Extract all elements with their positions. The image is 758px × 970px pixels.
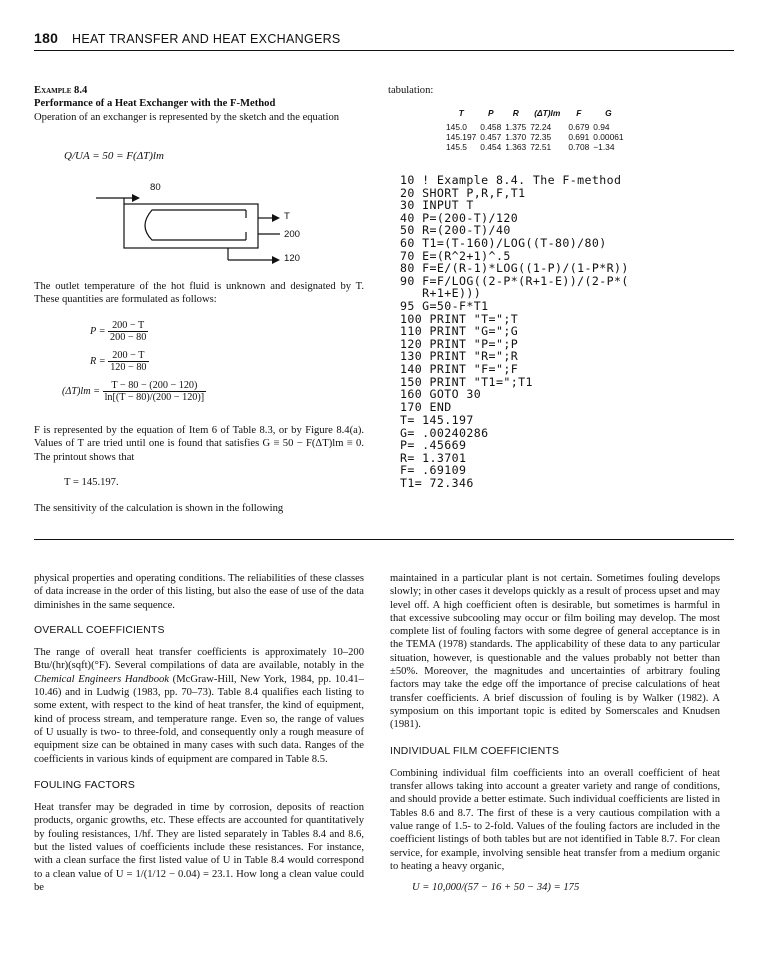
left-para-1: physical properties and operating conditions. The reliabilities of these classes of data increase in the order of this listing, but also the ease of use of the data diminishes in the same sequence.: [34, 573, 364, 611]
program-listing: 10 ! Example 8.4. The F-method 20 SHORT P,R,F,T1 30 INPUT T 40 P=(200-T)/120 50 R=(200-T)/40 60 T1=(T-160)/LOG((T-80)/80) 70 E=(R^2+1)^.5 80 F=E/(R-1)*LOG((1-P)/(1-P*R)) 90 F=F/LOG((2-P*(R+1-E))/(2-P*( R+1+E))) 95 G=50-F*T1 100 PRINT "T=";T 110 PRINT "G=";G 120 PRINT "P=";P 130 PRINT "R=";R 140 PRINT "F=";F 150 PRINT "T1=";T1 160 GOTO 30 170 END: [400, 173, 629, 414]
table-row: [444, 122, 626, 132]
col-header-R: R: [512, 108, 519, 118]
example-label: Example 8.4: [34, 85, 88, 96]
equation-R-lhs: R =: [90, 355, 106, 367]
example-left-column: [34, 84, 364, 124]
heading-overall-coefficients: OVERALL COEFFICIENTS: [34, 624, 165, 636]
program-output: T= 145.197 G= .00240286 P= .45669 R= 1.3701 F= .69109 T1= 72.346: [400, 413, 489, 490]
table-cell: 0.708: [568, 142, 590, 153]
equation-P-fraction: [108, 320, 148, 343]
equation-R: [90, 350, 149, 373]
table-cell: 1.370: [505, 132, 527, 143]
table-cell: −1.34: [593, 142, 615, 153]
example-intro: Operation of an exchanger is represented by the sketch and the equation: [34, 111, 340, 123]
f-text-block: [34, 424, 364, 464]
table-cell: 145.5: [446, 142, 467, 153]
equation-R-fraction: [108, 350, 148, 373]
sensitivity-text: The sensitivity of the calculation is shown in the following: [34, 503, 284, 514]
left-para-3: Heat transfer may be degraded in time by corrosion, deposits of reaction products, organic growths, etc. These effects are accounted for quantitatively by fouling resistances, 1/hf. They are listed separately in Tables 8.4 and 8.6, but the listed values of coefficients include these resistances. For instance, with a clean surface the first listed value of U in Table 8.4 would correspond to a clean value of U = 1/(1/12 − 0.04) = 23.1. How long a clean value could be: [34, 802, 364, 893]
equation-dT-lhs: (ΔT)lm =: [62, 385, 101, 397]
page-number: 180: [34, 30, 59, 46]
equation-R-numerator: 200 − T: [108, 350, 148, 362]
main-equation: Q/UA = 50 = F(ΔT)lm: [64, 150, 164, 162]
table-cell: 145.0: [446, 122, 467, 132]
left-para-2-b: (McGraw-Hill, New York, 1984, pp. 10.41–10.46) and in Ludwig (1983, pp. 70–73). Table 8.4 qualifies each listing to some extent, with respect to the kind of heat transfer, the kind of equipment, kind of process stream, and temperature range. Even so, the range of values of U usually is two- to three-fold, and consequently only a rough measure of equipment size can be obtained in many cases with such data. Ranges of the coefficients in various kinds of equipment are compared in Table 8.5.: [34, 673, 364, 765]
left-para-2: [34, 646, 364, 766]
table-cell: 145.197: [446, 132, 477, 143]
exchanger-sketch: [96, 180, 316, 270]
header-rule: [34, 50, 734, 51]
equation-dT: [62, 380, 206, 403]
col-header-P: P: [487, 108, 494, 118]
t-result: T = 145.197.: [64, 477, 119, 488]
left-para-2-italic: Chemical Engineers Handbook: [34, 673, 170, 685]
equation-dT-numerator: T − 80 − (200 − 120): [103, 380, 207, 392]
table-cell: 72.24: [530, 122, 552, 132]
body-left-column: [34, 572, 364, 894]
sensitivity-block: [34, 502, 364, 515]
final-equation: U = 10,000/(57 − 16 + 50 − 34) = 175: [412, 882, 580, 894]
equation-P-denominator: 200 − 80: [110, 332, 147, 343]
sketch-label-200: 200: [284, 229, 301, 240]
table-cell: 0.691: [568, 132, 590, 143]
table-row: [444, 142, 626, 152]
equation-dT-fraction: [103, 380, 207, 403]
outlet-text-block: [34, 280, 364, 307]
body-right-column: [390, 572, 720, 895]
running-title: HEAT TRANSFER AND HEAT EXCHANGERS: [72, 32, 341, 46]
equation-dT-denominator: ln[(T − 80)/(200 − 120)]: [104, 392, 205, 403]
table-cell: 72.35: [530, 132, 552, 143]
sketch-label-80: 80: [150, 182, 161, 193]
example-end-rule: [34, 539, 734, 540]
table-cell: 1.375: [505, 122, 527, 132]
col-header-F: F: [576, 108, 582, 118]
tabulation-header-row: [444, 108, 626, 122]
equation-P: [90, 320, 148, 343]
table-cell: 1.363: [505, 142, 527, 153]
col-header-G: G: [605, 108, 612, 118]
table-row: [444, 132, 626, 142]
example-title: Performance of a Heat Exchanger with the F-Method: [34, 98, 276, 110]
equation-R-denominator: 120 − 80: [110, 362, 147, 373]
outlet-text: The outlet temperature of the hot fluid is unknown and designated by T. These quantities are formulated as follows:: [34, 281, 364, 306]
equation-P-lhs: P =: [90, 325, 106, 337]
col-header-dT: (ΔT)lm: [534, 108, 561, 118]
heading-individual-film-coefficients: INDIVIDUAL FILM COEFFICIENTS: [390, 745, 560, 757]
table-cell: 0.00061: [593, 132, 624, 143]
sketch-label-120: 120: [284, 253, 301, 264]
col-header-T: T: [458, 108, 464, 118]
f-text: F is represented by the equation of Item 6 of Table 8.3, or by Figure 8.4(a). Values of T are tried until one is found that satisfies G ≡ 50 − F(ΔT)lm ≡ 0. The printout shows that: [34, 425, 364, 463]
table-cell: 0.457: [480, 132, 502, 143]
page-header: [34, 30, 734, 46]
tabulation-intro: tabulation:: [388, 85, 434, 96]
tabulation-table: [444, 108, 626, 153]
table-cell: 0.454: [480, 142, 502, 153]
table-cell: 0.94: [593, 122, 610, 132]
equation-P-numerator: 200 − T: [108, 320, 148, 332]
table-cell: 72.51: [530, 142, 552, 153]
table-cell: 0.679: [568, 122, 590, 132]
heading-fouling-factors: FOULING FACTORS: [34, 779, 135, 791]
right-para-2: Combining individual film coefficients into an overall coefficient of heat transfer allows taking into account a greater variety and range of conditions, and should provide a better estimate. Such individual coefficients are listed in Tables 8.6 and 8.7. The first of these is a very cautious compilation with a value range of 1.5- to 2-fold. Values of the fouling factors are included in the coefficient listings of both tables but are not identified in Table 8.7. For clean service, for example, involving sensible heat transfer from a medium organic to heating a heavy organic,: [390, 767, 720, 872]
right-para-1: maintained in a particular plant is not certain. Sometimes fouling develops slowly; in other cases it develops quickly as a result of process upset and may level off. A high coefficient often is desirable, but sometimes is harmful in that excessive subcooling may occur or film boiling may develop. The most complete list of fouling factors with some degree of general acceptance is in the TEMA (1978) standards. The applicability of these data to any particular situation, however, is questionable and the values probably not better than ±50%. Moreover, the magnitudes and uncertainties of arbitrary fouling factors may take the edge off the importance of precise calculations of heat transfer coefficients. A brief discussion of fouling is by Walker (1982). A symposium on this important topic is edited by Somerscales and Knudsen (1981).: [390, 573, 720, 731]
sketch-label-T: T: [284, 211, 290, 222]
left-para-2-a: The range of overall heat transfer coefficients is approximately 10–200 Btu/(hr)(sqft)(°F). Several compilations of data are available, notably in the: [34, 647, 364, 672]
table-cell: 0.458: [480, 122, 502, 132]
